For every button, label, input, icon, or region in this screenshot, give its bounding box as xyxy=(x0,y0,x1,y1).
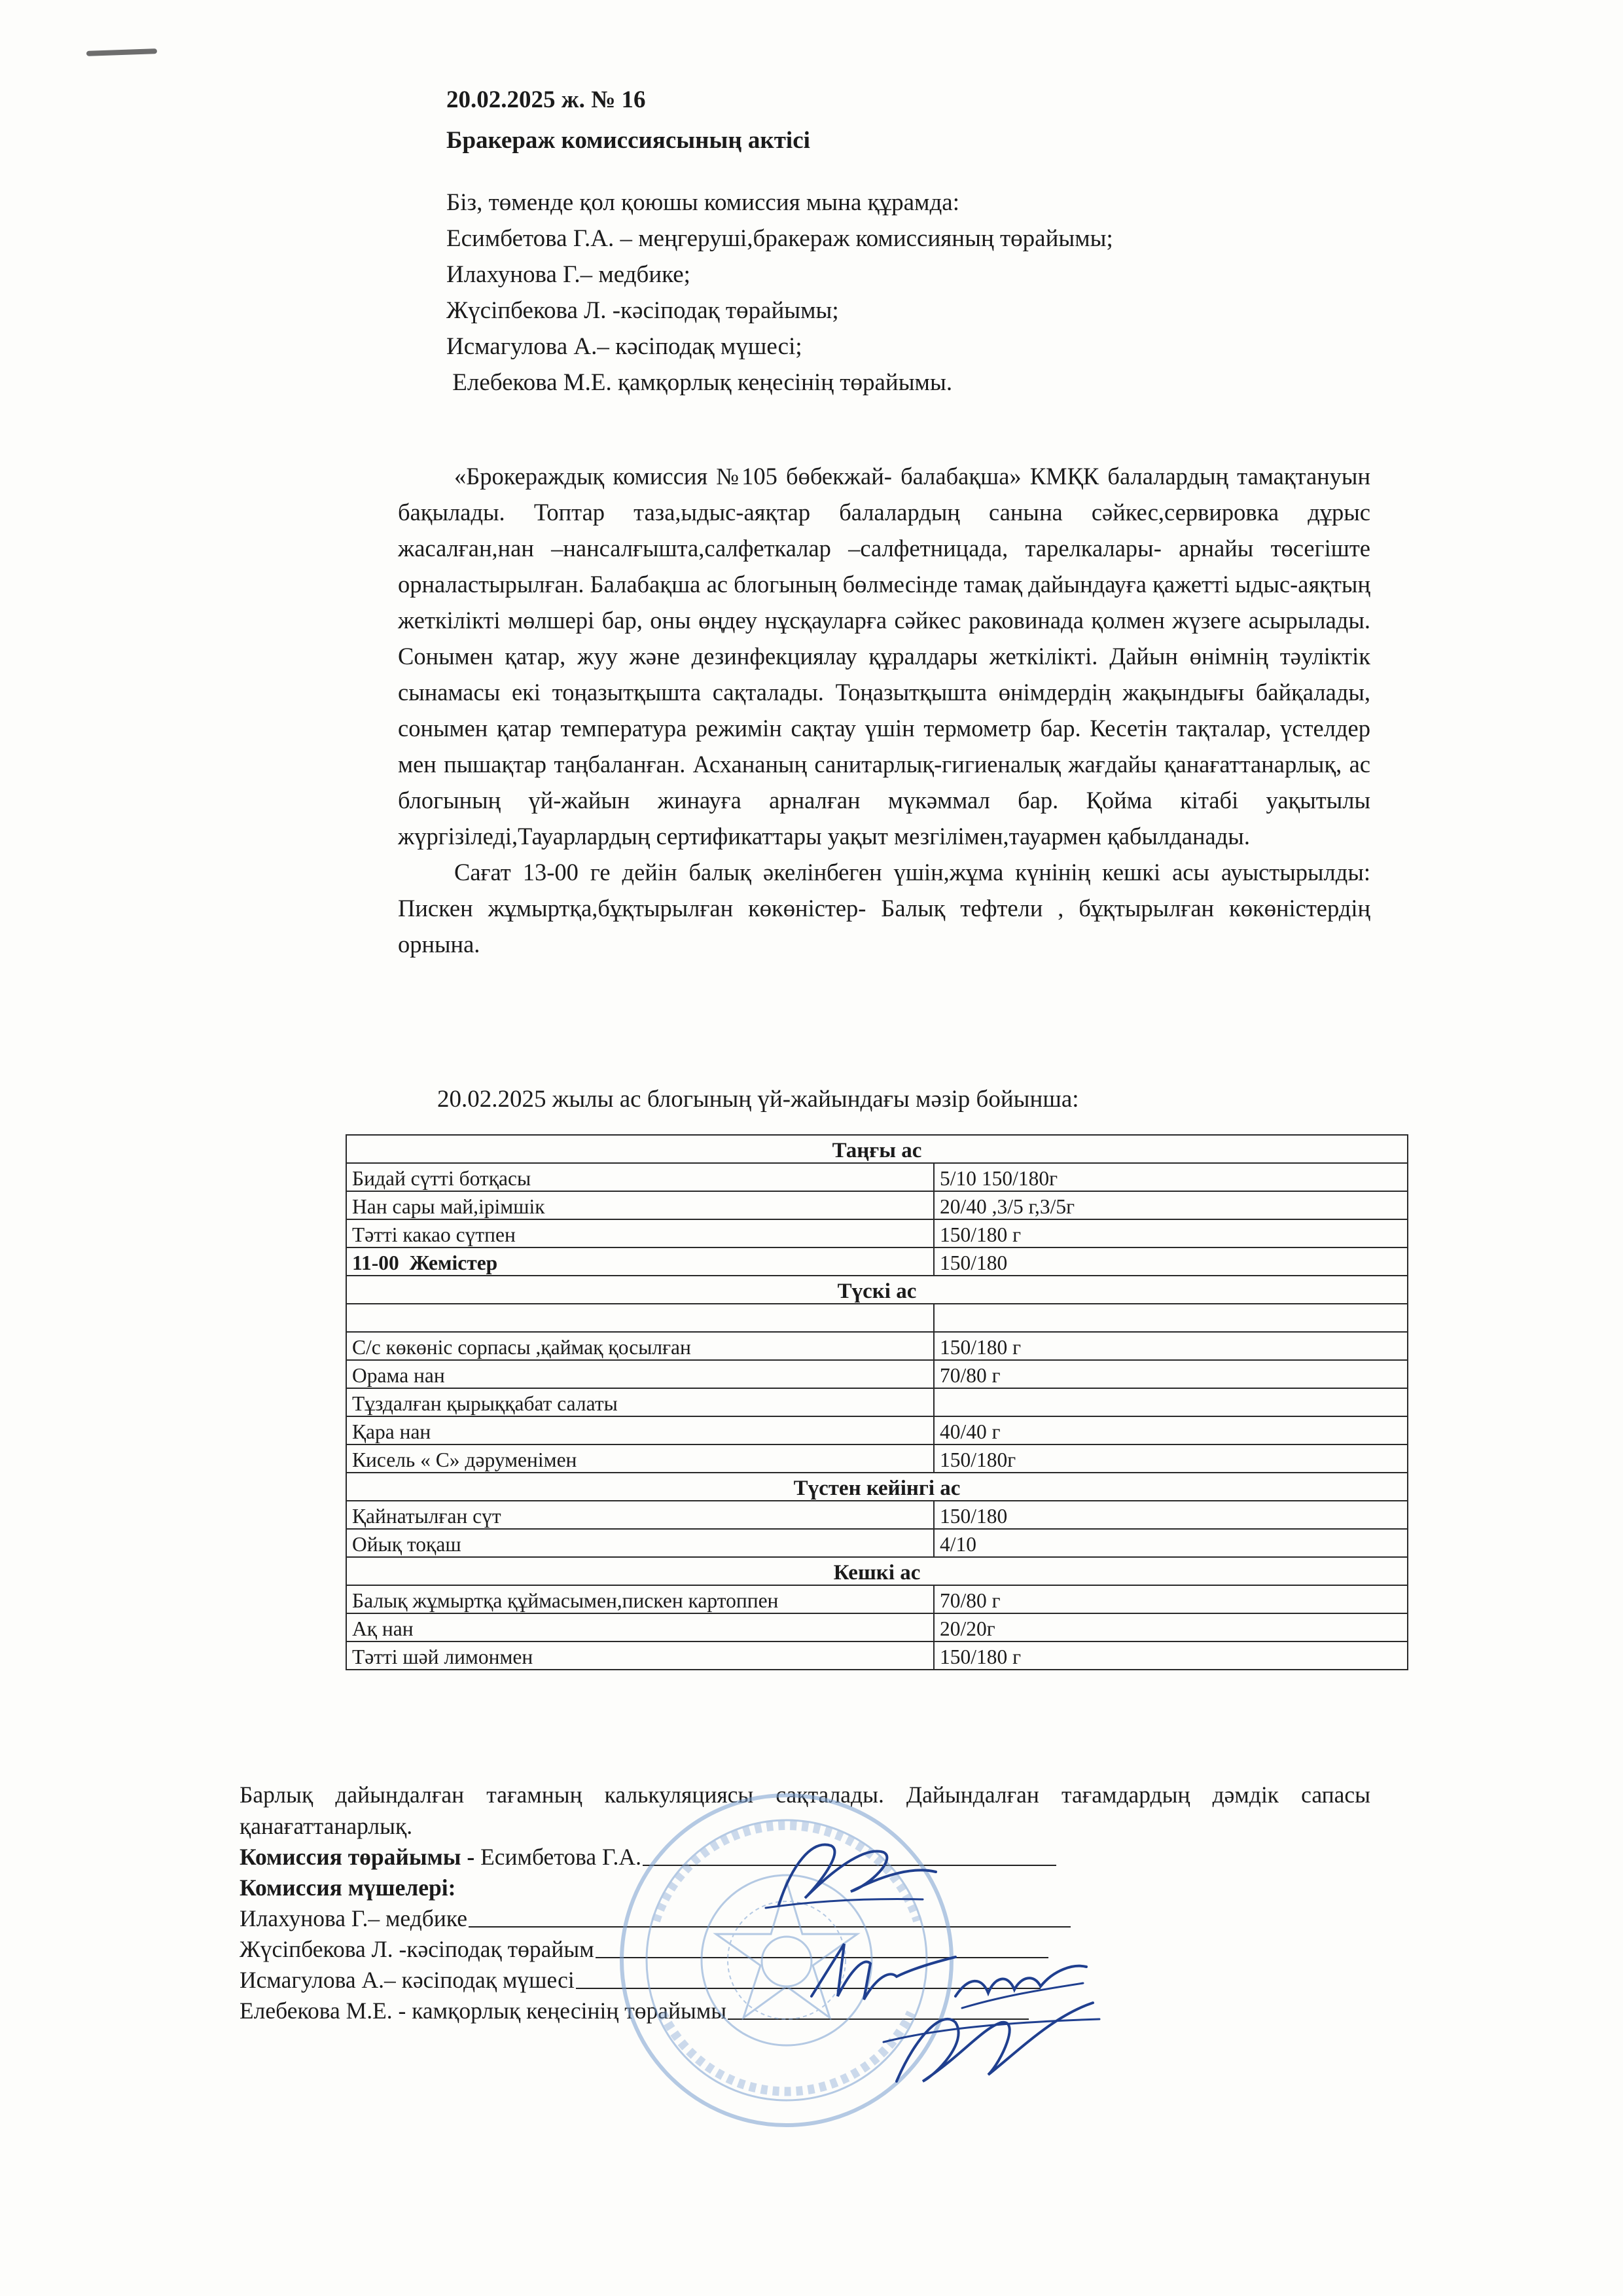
table-row xyxy=(346,1163,1408,1191)
portion-cell xyxy=(934,1388,1408,1416)
dish-cell: Қара нан xyxy=(346,1416,934,1444)
table-row xyxy=(346,1332,1408,1360)
member-name: Елебекова М.Е. - камқорлық кеңесінің төрайымы xyxy=(240,1998,727,2024)
table-row xyxy=(346,1360,1408,1388)
menu-table xyxy=(346,1134,1408,1670)
portion-cell: 70/80 г xyxy=(934,1585,1408,1613)
table-row xyxy=(346,1388,1408,1416)
act-title: Бракераж комиссиясының актісі xyxy=(446,127,810,154)
commission-member: Исмагулова А.– кәсіподақ мүшесі; xyxy=(446,333,802,360)
table-row xyxy=(346,1416,1408,1444)
chair-name: Есимбетова Г.А. xyxy=(480,1844,641,1870)
portion-cell: 150/180 xyxy=(934,1501,1408,1529)
portion-cell: 150/180 xyxy=(934,1247,1408,1276)
commission-composition xyxy=(446,185,1113,401)
dish-cell: Тұздалған қырыққабат салаты xyxy=(346,1388,934,1416)
replacement-paragraph: Сағат 13-00 ге дейін балық әкелінбеген үшін,жұма күнінің кешкі асы ауыстырылды: Пискен жұмыртқа,бұқтырылған көкөністер- Балық тефтели , бұқтырылған көкөністердің орнына. xyxy=(398,859,1370,958)
dish-cell: Ақ нан xyxy=(346,1613,934,1641)
dish-cell: Ойық тоқаш xyxy=(346,1529,934,1557)
members-label: Комиссия мүшелері: xyxy=(240,1874,456,1901)
portion-cell: 40/40 г xyxy=(934,1416,1408,1444)
commission-member: Жүсіпбекова Л. -кәсіподақ төрайымы; xyxy=(446,297,839,324)
table-row xyxy=(346,1247,1408,1276)
dish-cell: Нан сары май,ірімшік xyxy=(346,1191,934,1219)
table-row xyxy=(346,1613,1408,1641)
member-name: Жүсіпбекова Л. -кәсіподақ төрайым xyxy=(240,1936,594,1962)
menu-section-row xyxy=(346,1135,1408,1163)
portion-cell: 20/40 ,3/5 г,3/5г xyxy=(934,1191,1408,1219)
dish-cell: Бидай сүтті ботқасы xyxy=(346,1163,934,1191)
commission-member: Есимбетова Г.А. – меңгеруші,бракераж комиссияның төрайымы; xyxy=(446,225,1113,252)
portion-cell xyxy=(934,1304,1408,1332)
portion-cell: 150/180 г xyxy=(934,1219,1408,1247)
section-title-snack: Түстен кейінгі ас xyxy=(346,1473,1408,1501)
dish-cell: С/с көкөніс сорпасы ,қаймақ қосылған xyxy=(346,1332,934,1360)
portion-cell: 150/180 г xyxy=(934,1332,1408,1360)
act-date-number: 20.02.2025 ж. № 16 xyxy=(446,86,646,113)
dish-cell: Қайнатылған сүт xyxy=(346,1501,934,1529)
dish-cell: Орама нан xyxy=(346,1360,934,1388)
table-row xyxy=(346,1304,1408,1332)
member-name: Илахунова Г.– медбике xyxy=(240,1905,467,1931)
portion-cell: 70/80 г xyxy=(934,1360,1408,1388)
commission-member: Илахунова Г.– медбике; xyxy=(446,261,690,288)
table-row xyxy=(346,1501,1408,1529)
chair-label: Комиссия төрайымы - xyxy=(240,1844,481,1870)
menu-section-row xyxy=(346,1557,1408,1585)
commission-intro: Біз, төменде қол қоюшы комиссия мына құрамда: xyxy=(446,189,959,216)
menu-intro: 20.02.2025 жылы ас блогының үй-жайындағы мәзір бойынша: xyxy=(437,1086,1079,1113)
portion-cell: 150/180г xyxy=(934,1444,1408,1473)
portion-cell: 4/10 xyxy=(934,1529,1408,1557)
document-header xyxy=(446,80,810,161)
portion-cell: 150/180 г xyxy=(934,1641,1408,1670)
menu-section-row xyxy=(346,1276,1408,1304)
member-name: Исмагулова А.– кәсіподақ мүшесі xyxy=(240,1967,575,1993)
dish-cell: Балық жұмыртқа құймасымен,пискен картоппен xyxy=(346,1585,934,1613)
chair-signature xyxy=(753,1826,949,1918)
table-row xyxy=(346,1641,1408,1670)
commission-member: Елебекова М.Е. қамқорлық кеңесінің төрайымы. xyxy=(446,369,953,396)
table-row xyxy=(346,1529,1408,1557)
table-row xyxy=(346,1585,1408,1613)
member-signature xyxy=(870,1983,1113,2094)
section-title-lunch: Түскі ас xyxy=(346,1276,1408,1304)
portion-cell: 20/20г xyxy=(934,1613,1408,1641)
section-title-breakfast: Таңғы ас xyxy=(346,1135,1408,1163)
dish-cell: Тәтті какао сүтпен xyxy=(346,1219,934,1247)
scan-mark xyxy=(86,48,157,56)
conclusion-text: Барлық дайындалған тағамның калькуляциясы сақталады. Дайындалған тағамдардың дәмдік сапасы қанағаттанарлық. xyxy=(240,1782,1370,1839)
table-row xyxy=(346,1444,1408,1473)
dish-cell: Тәтті шәй лимонмен xyxy=(346,1641,934,1670)
dish-cell xyxy=(346,1304,934,1332)
dish-cell: Кисель « С» дәруменімен xyxy=(346,1444,934,1473)
table-row xyxy=(346,1219,1408,1247)
dish-cell: 11-00 Жемістер xyxy=(346,1247,934,1276)
inspection-paragraph: «Брокераждық комиссия №105 бөбекжай- балабақша» КМҚК балалардың тамақтануын бақылады. Топтар таза,ыдыс-аяқтар балалардың санына сәйкес,сервировка дұрыс жасалған,нан –нансалғышта,салфеткалар –салфетницада, тарелкалары- арнайы төсегіште орналастырылған. Балабақша ас блогының бөлмесінде тамақ дайындауға қажетті ыдыс-аяқтың жеткілікті мөлшері бар, оны өңдеу нұсқауларға сәйкес раковинада қолмен жүзеге асырылады. Сонымен қатар, жуу және дезинфекциялау құралдары жеткілікті. Дайын өнімнің тәуліктік сынамасы екі тоңазытқышта сақталады. Тоңазытқышта өнімдердің жақындығы байқалады, сонымен қатар температура режимін сақтау үшін термометр бар. Кесетін тақталар, үстелдер мен пышақтар таңбаланған. Асхананың санитарлық-гигиеналық жағдайы қанағаттанарлық, ас блогының үй-жайын жинауға арналған мүкәммал бар. Қойма кітабі уақытылы жүргізіледі,Тауарлардың сертификаттары уақыт мезгілімен,тауармен қабылданады. xyxy=(398,463,1370,850)
section-title-dinner: Кешкі ас xyxy=(346,1557,1408,1585)
inspection-text xyxy=(398,458,1370,962)
portion-cell: 5/10 150/180г xyxy=(934,1163,1408,1191)
table-row xyxy=(346,1191,1408,1219)
menu-section-row xyxy=(346,1473,1408,1501)
